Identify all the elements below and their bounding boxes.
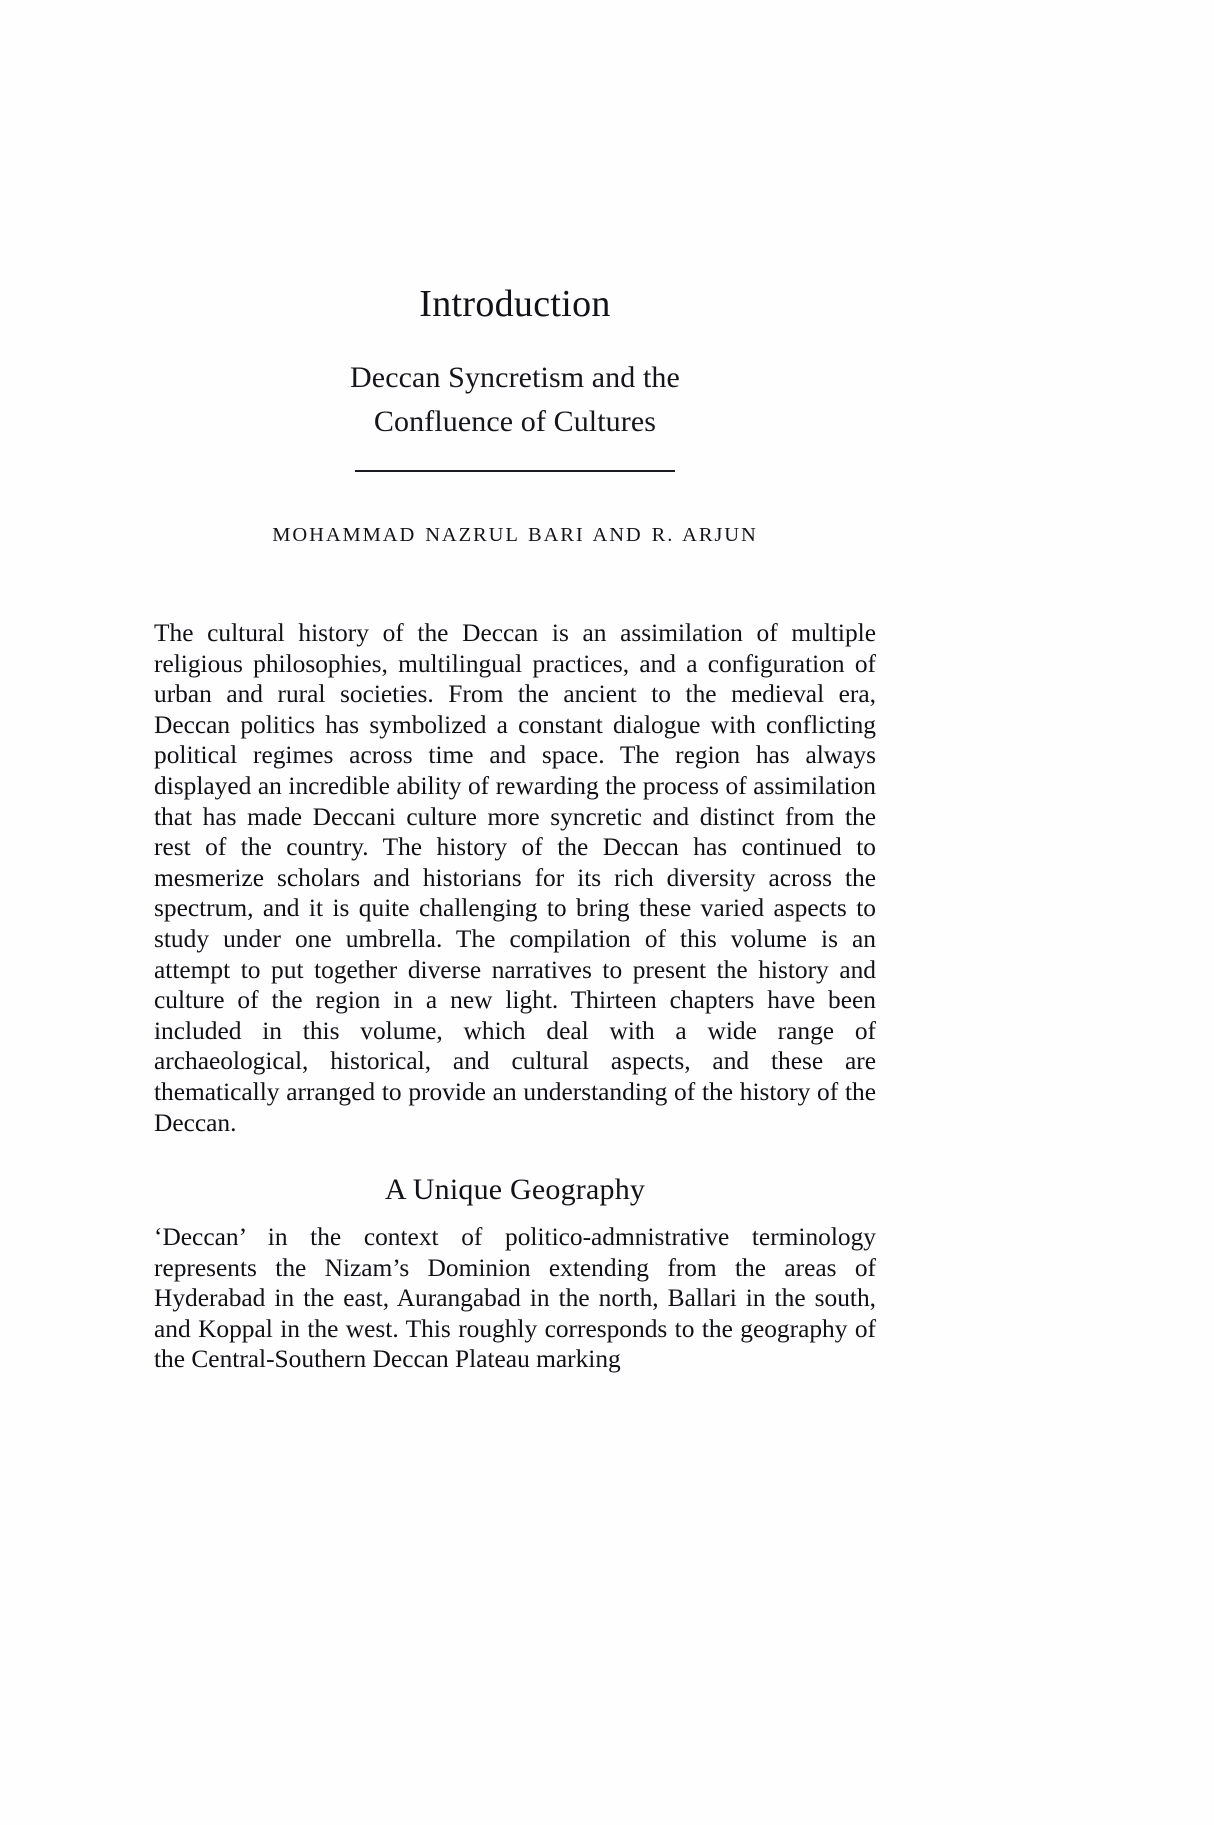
title-divider-wrap <box>152 470 878 472</box>
body-paragraph-1: The cultural history of the Deccan is an assimilation of multiple religious philosophies, multilingual practices, and a configuration of urban and rural societies. From the ancient to the medieval era, Deccan politics has symbolized a constant dialogue with conflicting political regimes across time and space. The region has always displayed an incredible ability of rewarding the process of assimilation that has made Deccani culture more syncretic and distinct from the rest of the country. The history of the Deccan has continued to mesmerize scholars and historians for its rich diversity across the spectrum, and it is quite challenging to bring these varied aspects to study under one umbrella. The compilation of this volume is an attempt to put together diverse narratives to present the history and culture of the region in a new light. Thirteen chapters have been included in this volume, which deal with a wide range of archaeological, historical, and cultural aspects, and these are thematically arranged to provide an understanding of the history of the Deccan. <box>154 619 876 1137</box>
title-divider <box>355 470 675 472</box>
chapter-subtitle-line-1: Deccan Syncretism and the <box>350 361 680 395</box>
body-paragraph-2: ‘Deccan’ in the context of politico-admnistrative terminology represents the Nizam’s Dominion extending from the areas of Hyderabad in the east, Aurangabad in the north, Ballari in the south, and Koppal in the west. This roughly corresponds to the geography of the Central-Southern Deccan Plateau marking <box>154 1223 876 1374</box>
chapter-subtitle <box>152 356 878 444</box>
title-block <box>152 282 878 547</box>
section-heading-a-unique-geography: A Unique Geography <box>384 1173 646 1207</box>
chapter-subtitle-line-2: Confluence of Cultures <box>373 404 657 438</box>
page-title: Introduction <box>419 283 611 325</box>
author-byline: MOHAMMAD NAZRUL BARI AND R. ARJUN <box>272 523 758 546</box>
body-text-column <box>154 618 876 1375</box>
